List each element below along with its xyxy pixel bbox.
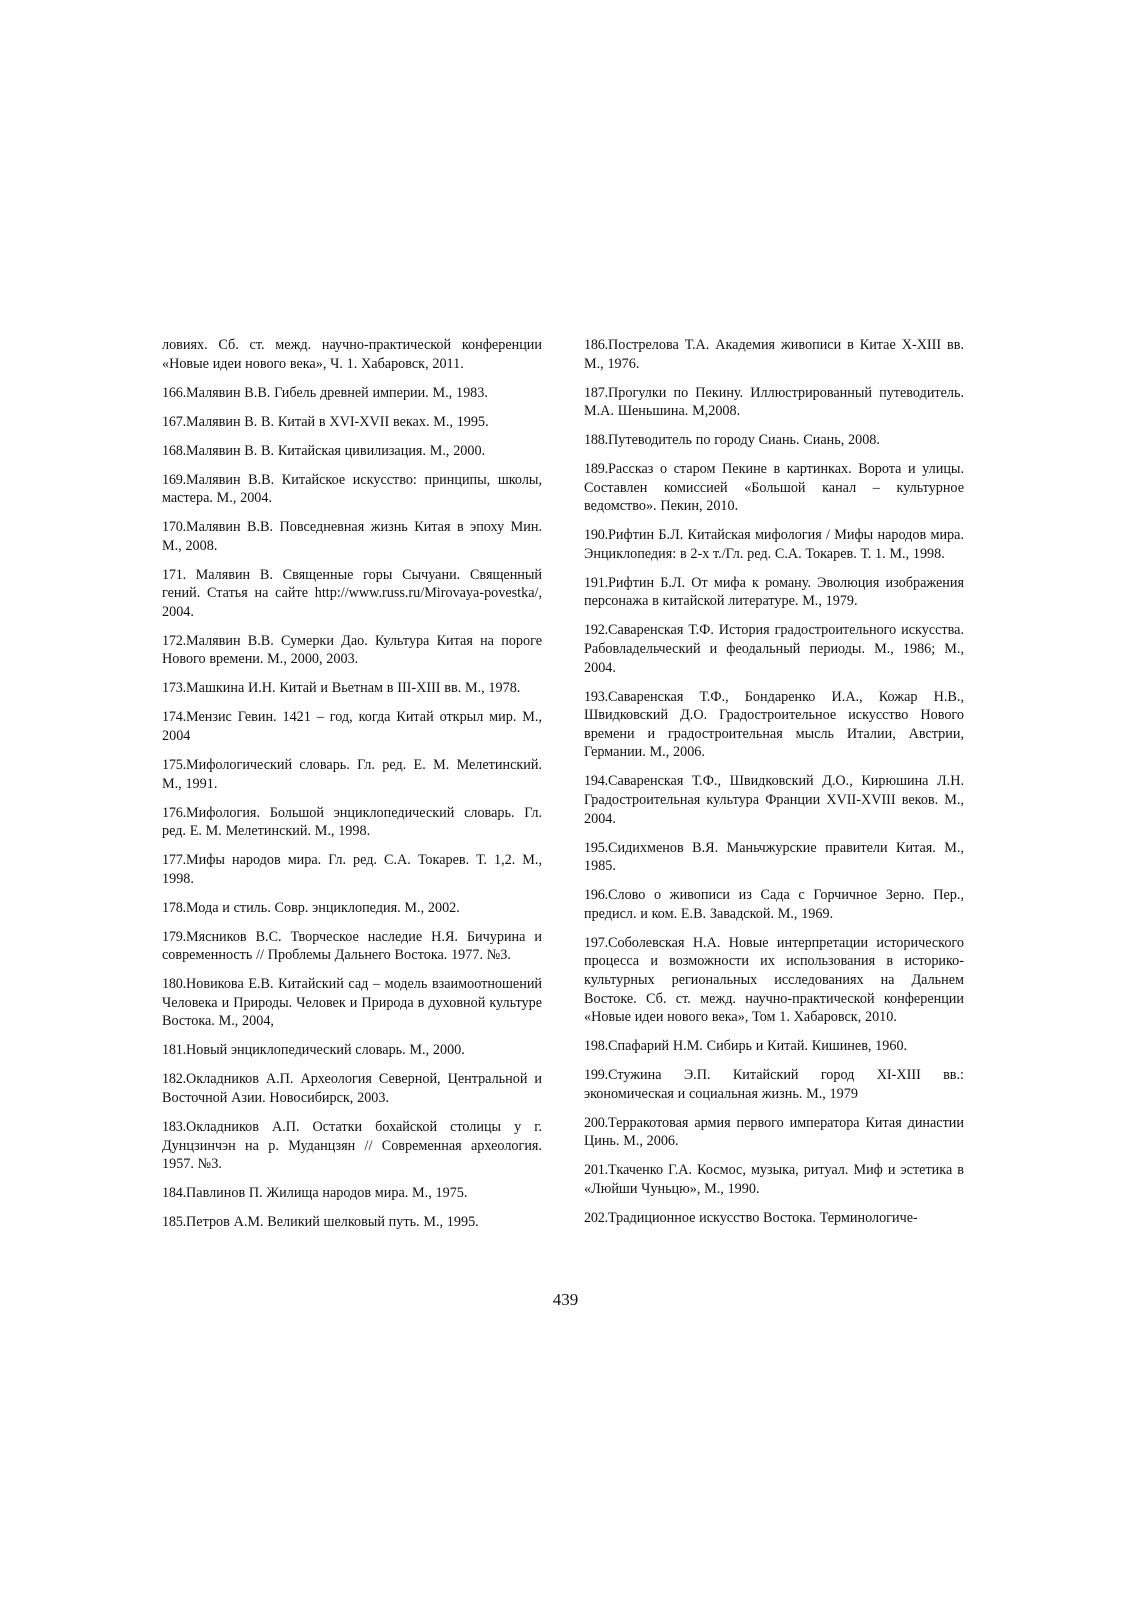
entry-text: Павлинов П. Жилища народов мира. М., 1975.	[186, 1185, 468, 1202]
entry-text: Машкина И.Н. Китай и Вьетнам в III-XIII вв. М., 1978.	[186, 680, 521, 697]
entry-number: 172.	[162, 632, 187, 649]
bibliography-entry	[162, 756, 542, 793]
entry-text: Сидихменов В.Я. Маньчжурские правители Китая. М., 1985.	[584, 839, 964, 875]
entry-text: Малявин В. В. Китайская цивилизация. М., 2000.	[186, 442, 486, 459]
entry-number: 182.	[162, 1071, 187, 1088]
bibliography-entry	[584, 1114, 964, 1151]
entry-text: Саваренская Т.Ф. История градостроительного искусства. Рабовладельческий и феодальный периоды. М., 1986; М., 2004.	[584, 622, 964, 676]
bibliography-entry	[584, 1037, 964, 1056]
entry-text: Терракотовая армия первого императора Китая династии Цинь. М., 2006.	[584, 1114, 964, 1150]
entry-text: Малявин В.В. Гибель древней империи. М., 1983.	[186, 384, 488, 401]
entry-number: 186.	[584, 337, 609, 353]
entry-number: 190.	[584, 527, 609, 544]
entry-text: Мифология. Большой энциклопедический словарь. Гл. ред. Е. М. Мелетинский. М., 1998.	[162, 804, 542, 840]
bibliography-entry	[584, 886, 964, 923]
right-column	[584, 336, 964, 1238]
entry-number: 169.	[162, 471, 187, 488]
bibliography-entry	[584, 621, 964, 677]
entry-text: Прогулки по Пекину. Иллюстрированный путеводитель. М.А. Шеньшина. М,2008.	[584, 384, 964, 420]
entry-number: 176.	[162, 804, 187, 821]
bibliography-entry	[162, 336, 542, 373]
entry-text: Традиционное искусство Востока. Терминологиче-	[608, 1209, 918, 1226]
entry-number: 180.	[162, 976, 187, 993]
entry-number: 192.	[584, 622, 609, 639]
entry-number: 173.	[162, 680, 187, 697]
bibliography-entry	[162, 899, 542, 918]
bibliography-entry	[584, 574, 964, 611]
entry-number: 174.	[162, 709, 187, 726]
entry-number: 187.	[584, 384, 609, 401]
entry-text: Слово о живописи из Сада с Горчичное Зерно. Пер., предисл. и ком. Е.В. Завадской. М., 1969.	[584, 887, 964, 922]
entry-text: Малявин В.В. Китайское искусство: принципы, школы, мастера. М., 2004.	[162, 471, 542, 507]
bibliography-entry	[162, 1118, 542, 1174]
entry-text: Стужина Э.П. Китайский город XI-XIII вв.: экономическая и социальная жизнь. М., 1979	[584, 1067, 964, 1102]
entry-number: 189.	[584, 461, 609, 478]
bibliography-entry	[162, 384, 542, 403]
bibliography-entry	[584, 336, 964, 373]
entry-number: 179.	[162, 928, 187, 945]
bibliography-entry	[162, 851, 542, 888]
entry-text: Рифтин Б.Л. Китайская мифология / Мифы народов мира. Энциклопедия: в 2-х т./Гл. ред. С.А. Токарев. Т. 1. М., 1998.	[584, 527, 964, 562]
bibliography-entry	[162, 1041, 542, 1060]
bibliography-entry	[162, 632, 542, 669]
entry-text: Саваренская Т.Ф., Швидковский Д.О., Кирюшина Л.Н. Градостроительная культура Франции XVII-XVIII веков. М., 2004.	[584, 773, 964, 827]
entry-number: 194.	[584, 773, 609, 790]
entry-number: 193.	[584, 688, 609, 705]
entry-number: 191.	[584, 574, 609, 591]
bibliography-entry	[162, 1184, 542, 1203]
bibliography-entry	[162, 1213, 542, 1232]
bibliography-entry	[584, 839, 964, 876]
bibliography-entry	[584, 772, 964, 828]
entry-number: 181.	[162, 1042, 187, 1059]
entry-text: Спафарий Н.М. Сибирь и Китай. Кишинев, 1960.	[608, 1038, 908, 1055]
entry-number: 185.	[162, 1214, 187, 1231]
bibliography-entry	[162, 804, 542, 841]
entry-number: 170.	[162, 519, 187, 536]
entry-text: Рифтин Б.Л. От мифа к роману. Эволюция изображения персонажа в китайской литературе. М., 1979.	[584, 574, 964, 610]
bibliography-entry	[584, 1209, 964, 1228]
entry-text: Мясников В.С. Творческое наследие Н.Я. Бичурина и современность // Проблемы Дальнего Востока. 1977. №3.	[162, 928, 542, 964]
entry-number: 183.	[162, 1119, 187, 1136]
entry-number: 196.	[584, 887, 609, 904]
bibliography-entry	[162, 413, 542, 432]
bibliography-entry	[162, 518, 542, 555]
entry-text: Новикова Е.В. Китайский сад – модель взаимоотношений Человека и Природы. Человек и Природа в духовной культуре Востока. М., 2004,	[162, 976, 542, 1030]
entry-text: Мифологический словарь. Гл. ред. Е. М. Мелетинский. М., 1991.	[162, 757, 542, 792]
entry-number: 195.	[584, 839, 609, 856]
bibliography-entry	[162, 679, 542, 698]
bibliography-entry	[584, 431, 964, 450]
bibliography-entry	[162, 566, 542, 622]
entry-text: Окладников А.П. Археология Северной, Центральной и Восточной Азии. Новосибирск, 2003.	[162, 1071, 542, 1107]
entry-number: 200.	[584, 1114, 609, 1131]
entry-text: Малявин В.В. Сумерки Дао. Культура Китая на пороге Нового времени. М., 2000, 2003.	[162, 632, 542, 668]
entry-text: Пострелова Т.А. Академия живописи в Китае X-XIII вв. М., 1976.	[584, 337, 964, 372]
entry-text: Мензис Гевин. 1421 – год, когда Китай открыл мир. М., 2004	[162, 709, 542, 745]
entry-number: 184.	[162, 1185, 187, 1202]
bibliography-entry	[162, 928, 542, 965]
entry-text: Соболевская Н.А. Новые интерпретации исторического процесса и возможности их использования в историко-культурных региональных исследованиях на Дальнем Востоке. Сб. ст. межд. научно-практической конференции «Новые идеи нового века», Том 1. Хабаровск, 2010.	[584, 934, 964, 1026]
entry-number: 167.	[162, 413, 187, 430]
bibliography-entry	[162, 708, 542, 745]
bibliography-entry	[584, 688, 964, 762]
entry-text: Окладников А.П. Остатки бохайской столицы у г. Дунцзинчэн на р. Муданцзян // Современная археология. 1957. №3.	[162, 1119, 542, 1173]
entry-text: Мода и стиль. Совр. энциклопедия. М., 2002.	[186, 899, 460, 916]
bibliography-entry	[162, 975, 542, 1031]
entry-text: ловиях. Сб. ст. межд. научно-практической конференции «Новые идеи нового века», Ч. 1. Хабаровск, 2011.	[162, 337, 542, 372]
entry-text: Малявин В. Священные горы Сычуани. Священный гений. Статья на сайте http://www.russ.ru/Mirovaya-povestka/, 2004.	[162, 566, 543, 620]
entry-text: Малявин В.В. Повседневная жизнь Китая в эпоху Мин. М., 2008.	[162, 519, 542, 554]
entry-number: 201.	[584, 1162, 609, 1179]
entry-number: 171.	[162, 566, 196, 583]
entry-number: 168.	[162, 442, 187, 459]
bibliography-entry	[584, 1161, 964, 1198]
entry-number: 175.	[162, 757, 187, 773]
entry-number: 166.	[162, 384, 187, 401]
bibliography-entry	[162, 471, 542, 508]
bibliography-entry	[162, 442, 542, 461]
entry-text: Саваренская Т.Ф., Бондаренко И.А., Кожар Н.В., Швидковский Д.О. Градостроительное искусство Нового времени и градостроительная мысль Италии, Австрии, Германии. М., 2006.	[584, 688, 964, 761]
entry-number: 177.	[162, 852, 187, 869]
entry-text: Малявин В. В. Китай в XVI-XVII веках. М., 1995.	[186, 413, 489, 430]
entry-text: Рассказ о старом Пекине в картинках. Ворота и улицы. Составлен комиссией «Большой канал – культурное ведомство». Пекин, 2010.	[584, 461, 964, 515]
bibliography-entry	[584, 526, 964, 563]
entry-number: 202.	[584, 1209, 609, 1226]
entry-number: 197.	[584, 934, 609, 951]
entry-number: 178.	[162, 899, 187, 916]
entry-number: 199.	[584, 1067, 609, 1084]
entry-text: Ткаченко Г.А. Космос, музыка, ритуал. Миф и эстетика в «Люйши Чуньцю», М., 1990.	[584, 1162, 964, 1197]
entry-text: Новый энциклопедический словарь. М., 2000.	[186, 1042, 465, 1059]
entry-number: 198.	[584, 1038, 609, 1055]
entry-number: 188.	[584, 432, 609, 449]
bibliography-entry	[584, 384, 964, 421]
bibliography-entry	[584, 934, 964, 1027]
bibliography-entry	[162, 1070, 542, 1107]
entry-text: Петров А.М. Великий шелковый путь. М., 1995.	[186, 1214, 479, 1231]
entry-text: Мифы народов мира. Гл. ред. С.А. Токарев. Т. 1,2. М., 1998.	[162, 852, 542, 887]
bibliography-entry	[584, 460, 964, 516]
left-column	[162, 336, 542, 1242]
page-number: 439	[552, 1290, 579, 1309]
entry-text: Путеводитель по городу Сиань. Сиань, 2008.	[608, 432, 880, 449]
bibliography-entry	[584, 1066, 964, 1103]
